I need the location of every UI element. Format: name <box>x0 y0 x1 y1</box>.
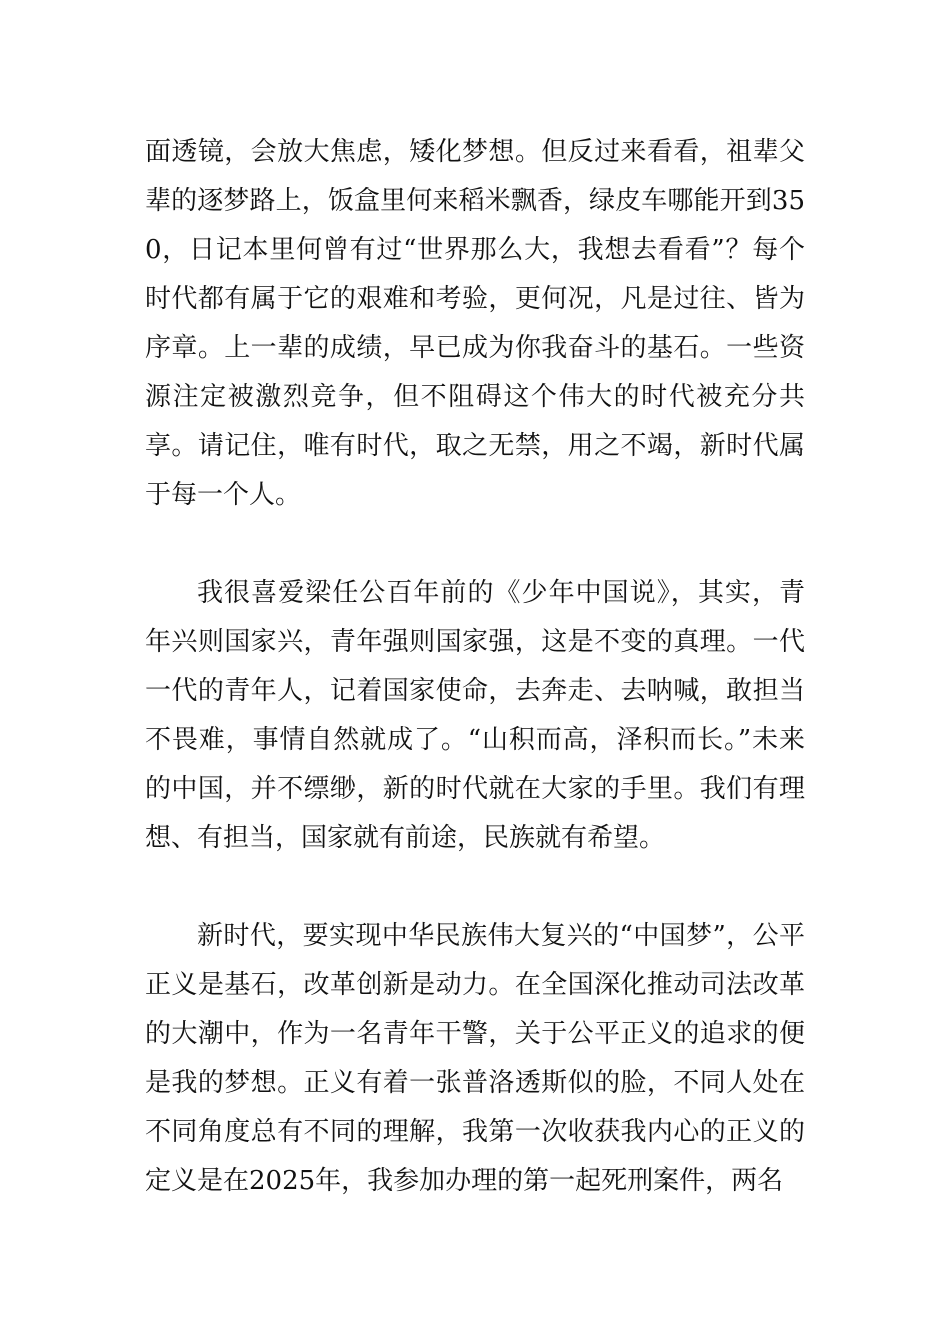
document-page <box>145 128 805 1206</box>
paragraph-chinese-dream: 新时代，要实现中华民族伟大复兴的“中国梦”，公平正义是基石，改革创新是动力。在全国深化推动司法改革的大潮中，作为一名青年干警，关于公平正义的追求的便是我的梦想。正义有着一张普洛透斯似的脸，不同人处在不同角度总有不同的理解，我第一次收获我内心的正义的定义是在2025年，我参加办理的第一起死刑案件，两名 <box>145 921 805 1196</box>
paragraph-youth-china: 我很喜爱梁任公百年前的《少年中国说》，其实，青年兴则国家兴，青年强则国家强，这是不变的真理。一代一代的青年人，记着国家使命，去奔走、去呐喊，敢担当不畏难，事情自然就成了。“山积而高，泽积而长。”未来的中国，并不缥缈，新的时代就在大家的手里。我们有理想、有担当，国家就有前途，民族就有希望。 <box>145 578 805 853</box>
paragraph-continuation: 面透镜，会放大焦虑，矮化梦想。但反过来看看，祖辈父辈的逐梦路上，饭盒里何来稻米飘香，绿皮车哪能开到350，日记本里何曾有过“世界那么大，我想去看看”？每个时代都有属于它的艰难和考验，更何况，凡是过往、皆为序章。上一辈的成绩，早已成为你我奋斗的基石。一些资源注定被激烈竞争，但不阻碍这个伟大的时代被充分共享。请记住，唯有时代，取之无禁，用之不竭，新时代属于每一个人。 <box>145 137 805 510</box>
